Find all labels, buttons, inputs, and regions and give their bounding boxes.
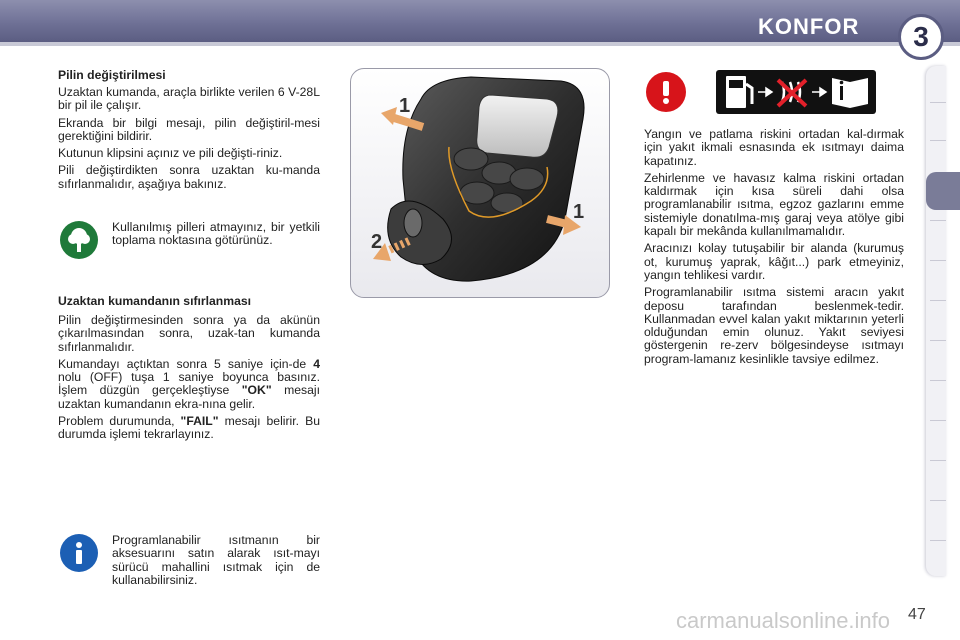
tab-divider — [930, 260, 946, 261]
paragraph: Aracınızı kolay tutuşabilir bir alanda (kurumuş ot, kurumuş yaprak, kâğıt...) park etmeyiniz, yangın tehlikesi vardır. — [644, 241, 904, 282]
paragraph — [58, 415, 320, 442]
paragraph: Pili değiştirdikten sonra uzaktan ku-manda sıfırlanmalıdır, aşağıya bakınız. — [58, 163, 320, 191]
figure-label: 1 — [573, 201, 585, 223]
safety-text — [644, 128, 904, 370]
paragraph: Yangın ve patlama riskini ortadan kal-dırmak için yakıt ikmali esnasında ek ısıtmayı daima kapatınız. — [644, 127, 904, 168]
section-title-battery: Pilin değiştirilmesi — [58, 68, 166, 82]
tab-divider — [930, 140, 946, 141]
battery-text — [58, 86, 320, 195]
paragraph: Zehirlenme ve havasız kalma riskini ortadan kaldırmak için kısa süreli dahi olsa programlanabilir ısıtma, egzoz gazlarını emme sistemiyle donatılma-mış garaj veya atölye gibi kapalı bir mekânda kullanılmamalıdır. — [644, 170, 904, 239]
paragraph: Kutunun klipsini açınız ve pili değişti-riniz. — [58, 146, 283, 161]
text-run: mesajı belirir. Bu durumda işlemi tekrarlayınız. — [58, 414, 320, 442]
text-run: nolu (OFF) tuşa 1 saniye boyunca basınız. İşlem düzgün gerçekleştiyse — [58, 370, 320, 398]
page-number: 47 — [908, 606, 926, 623]
page-header — [0, 0, 960, 52]
tab-divider — [930, 380, 946, 381]
arrow-right-icon — [758, 88, 772, 96]
chapter-number-badge: 3 — [898, 14, 944, 60]
chapter-title: KONFOR — [758, 14, 860, 39]
paragraph: Ekranda bir bilgi mesajı, pilin değiştiril-mesi gerektiğini bildirir. — [58, 115, 320, 143]
paragraph — [58, 358, 320, 411]
chapter-tab-active[interactable] — [926, 172, 960, 210]
manual-book-icon — [832, 78, 868, 108]
recycle-note: Kullanılmış pilleri atmayınız, bir yetkili toplama noktasına götürünüz. — [112, 220, 320, 248]
header-divider — [0, 42, 960, 46]
key-number: 4 — [313, 356, 320, 371]
heater-off-icon — [778, 80, 806, 106]
tab-divider — [930, 300, 946, 301]
figure-label: 2 — [371, 231, 383, 253]
fuel-pump-icon — [726, 76, 752, 108]
paragraph: Programlanabilir ısıtma sistemi aracın yakıt deposu tarafından beslenmek-tedir. Kullanmadan evvel kalan yakıt miktarının yeterli olduğundan emin olunuz. Yakıt seviyesi göstergenin re-zerv bölgesindeyse ısıtmayı program-lamanız kesinlikle tavsiye edilmez. — [644, 285, 904, 366]
fail-message: "FAIL" — [180, 414, 219, 429]
section-title-reset: Uzaktan kumandanın sıfırlanması — [58, 294, 252, 308]
text-run: Problem durumunda, — [58, 414, 181, 429]
refuel-warning-pictograms — [716, 70, 876, 114]
info-icon — [60, 534, 98, 572]
text-run: mesajı uzaktan kumandanın ekra-nına gelir. — [58, 383, 320, 411]
tab-divider — [930, 500, 946, 501]
ok-message: "OK" — [241, 383, 272, 398]
warning-icon — [646, 72, 686, 112]
paragraph: Pilin değiştirmesinden sonra ya da akünün çıkarılmasından sonra, uzak-tan kumanda sıfırlanmalıdır. — [58, 313, 320, 354]
tab-divider — [930, 420, 946, 421]
tab-divider — [930, 102, 946, 103]
watermark: carmanualsonline.info — [676, 608, 891, 633]
reset-text — [58, 314, 320, 446]
recycle-tree-icon — [60, 221, 98, 259]
text-run: Kumandayı açtıktan sonra 5 saniye için-de — [58, 356, 314, 371]
figure-label: 1 — [399, 95, 411, 117]
tab-divider — [930, 460, 946, 461]
info-note: Programlanabilir ısıtmanın bir aksesuarını satın alarak ısıt-mayı sürücü mahallini ısıtmak için de kullanabilirsiniz. — [112, 533, 320, 587]
remote-control-figure — [350, 68, 610, 298]
tab-divider — [930, 340, 946, 341]
tab-divider — [930, 220, 946, 221]
arrow-right-icon — [812, 88, 826, 96]
paragraph: Uzaktan kumanda, araçla birlikte verilen 6 V-28L bir pil ile çalışır. — [58, 85, 320, 113]
tab-divider — [930, 540, 946, 541]
remote-control-illustration — [351, 69, 610, 298]
